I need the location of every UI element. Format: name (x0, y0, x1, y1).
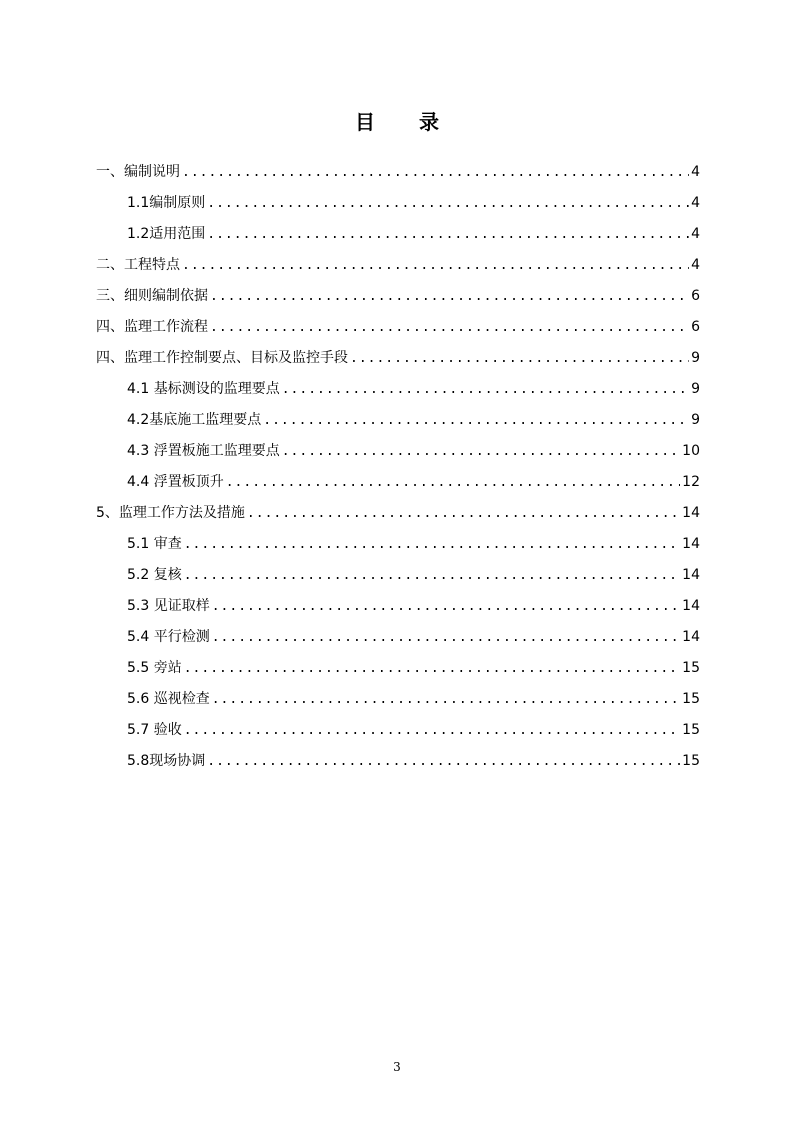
toc-title: 目 录 (355, 110, 451, 134)
toc-dot-leader (210, 316, 689, 340)
toc-entry-label: 5.1 审查 (127, 536, 182, 552)
toc-entry-page: 10 (682, 443, 700, 459)
toc-entry[interactable] (96, 532, 700, 563)
toc-entry-page: 15 (682, 660, 700, 676)
toc-entry[interactable] (96, 594, 700, 625)
toc-dot-leader (350, 347, 689, 371)
toc-entry-label: 5.5 旁站 (127, 660, 182, 676)
toc-entry-page: 14 (682, 598, 700, 614)
toc-entry-label: 一、编制说明 (96, 164, 180, 180)
toc-entry-label: 4.3 浮置板施工监理要点 (127, 443, 280, 459)
toc-entry-page: 15 (682, 722, 700, 738)
toc-entry[interactable] (96, 439, 700, 470)
toc-entry-page: 12 (682, 474, 700, 490)
toc-entry-page: 14 (682, 629, 700, 645)
toc-entry-label: 5.4 平行检测 (127, 629, 210, 645)
toc-entry-page: 6 (691, 319, 700, 335)
toc-dot-leader (210, 285, 689, 309)
toc-entry[interactable] (96, 625, 700, 656)
toc-entry[interactable] (96, 687, 700, 718)
toc-entry-label: 三、细则编制依据 (96, 288, 208, 304)
toc-dot-leader (182, 254, 689, 278)
toc-entry-label: 5.7 验收 (127, 722, 182, 738)
toc-entry-label: 5、监理工作方法及措施 (96, 505, 245, 521)
toc-entry-page: 4 (691, 226, 700, 242)
toc-entry-label: 5.6 巡视检查 (127, 691, 210, 707)
toc-entry-page: 14 (682, 505, 700, 521)
toc-dot-leader (212, 595, 680, 619)
toc-entry-label: 四、监理工作控制要点、目标及监控手段 (96, 350, 348, 366)
toc-entry-label: 4.2基底施工监理要点 (127, 412, 262, 428)
toc-entry-page: 14 (682, 536, 700, 552)
toc-dot-leader (226, 471, 680, 495)
toc-entry-page: 6 (691, 288, 700, 304)
toc-dot-leader (182, 161, 689, 185)
toc-entry-page: 9 (691, 350, 700, 366)
toc-dot-leader (207, 750, 680, 774)
toc-dot-leader (282, 378, 689, 402)
toc-entry[interactable] (96, 470, 700, 501)
toc-dot-leader (184, 564, 680, 588)
toc-entry-label: 5.2 复核 (127, 567, 182, 583)
toc-entry[interactable] (96, 656, 700, 687)
toc-entry[interactable] (96, 346, 700, 377)
toc-entry-label: 四、监理工作流程 (96, 319, 208, 335)
toc-entry[interactable] (96, 253, 700, 284)
toc-dot-leader (184, 719, 680, 743)
toc-entry-label: 1.1编制原则 (127, 195, 206, 211)
toc-entry-page: 4 (691, 164, 700, 180)
toc-list (96, 160, 700, 780)
toc-entry-page: 15 (682, 753, 700, 769)
toc-entry-page: 15 (682, 691, 700, 707)
toc-entry[interactable] (96, 284, 700, 315)
toc-entry-page: 9 (691, 381, 700, 397)
toc-entry-page: 9 (691, 412, 700, 428)
toc-entry-label: 4.1 基标测设的监理要点 (127, 381, 280, 397)
toc-dot-leader (184, 657, 680, 681)
toc-entry-label: 二、工程特点 (96, 257, 180, 273)
toc-dot-leader (212, 688, 680, 712)
toc-entry[interactable] (96, 377, 700, 408)
toc-dot-leader (184, 533, 680, 557)
toc-entry[interactable] (96, 749, 700, 780)
toc-entry[interactable] (96, 563, 700, 594)
toc-entry-page: 14 (682, 567, 700, 583)
page-number: 3 (393, 1060, 401, 1074)
toc-entry-label: 5.3 见证取样 (127, 598, 210, 614)
toc-entry-page: 4 (691, 195, 700, 211)
toc-entry[interactable] (96, 718, 700, 749)
toc-entry-label: 1.2适用范围 (127, 226, 206, 242)
toc-dot-leader (263, 409, 689, 433)
toc-dot-leader (207, 223, 689, 247)
toc-entry[interactable] (96, 501, 700, 532)
toc-entry-label: 4.4 浮置板顶升 (127, 474, 224, 490)
toc-entry[interactable] (96, 315, 700, 346)
toc-entry-page: 4 (691, 257, 700, 273)
toc-entry[interactable] (96, 191, 700, 222)
toc-dot-leader (282, 440, 680, 464)
toc-entry-label: 5.8现场协调 (127, 753, 206, 769)
toc-entry[interactable] (96, 408, 700, 439)
toc-dot-leader (247, 502, 680, 526)
toc-entry[interactable] (96, 160, 700, 191)
toc-entry[interactable] (96, 222, 700, 253)
toc-dot-leader (207, 192, 689, 216)
toc-dot-leader (212, 626, 680, 650)
